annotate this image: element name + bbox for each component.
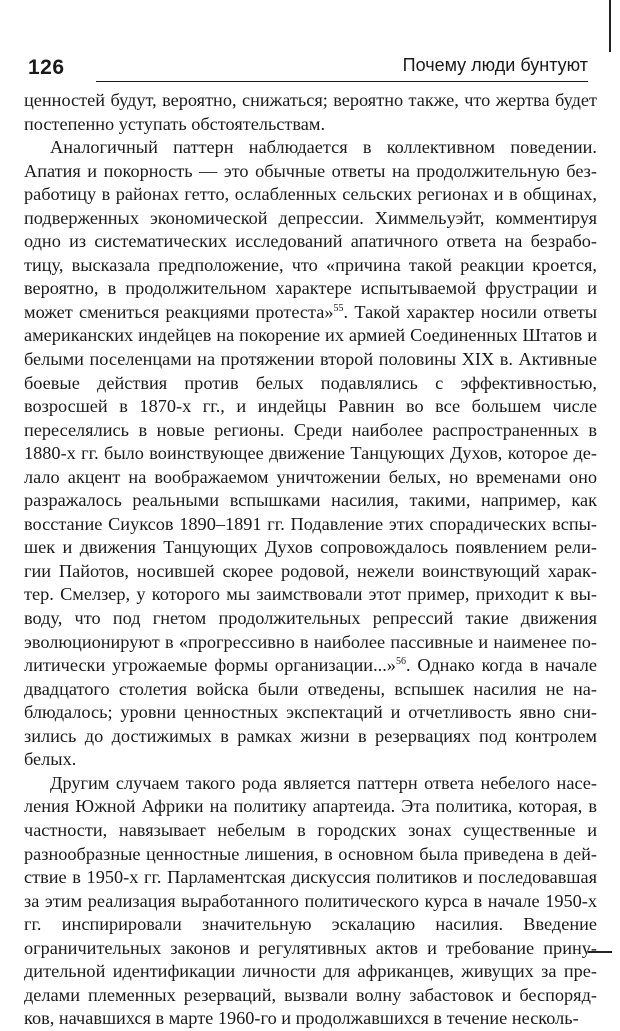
paragraph-text: . Такой характер носили ответы американских индейцев на покорение их армией Соединенных Штатов и белыми поселенцами на протяжении второй половины XIX в. Активные боевые действия против белых подавлялись с эффективностью, возросшей в 1870-х гг., и индейцы Равнин во все большем числе переселялись в новые регионы. Среди наиболее распространенных в 1880-х гг. было воинствующее движение Танцующих Духов, которое делало акцент на воображаемом уничтожении белых, но временами оно разражалось реальными вспышками насилия, такими, например, как восстание Сиуксов 1890–1891 гг. Подавление этих спорадических вспышек и движения Танцующих Духов сопровождалось появлением религии Пайотов, носившей скорее родовой, нежели воинствующий характер. Смелзер, у которого мы заимствовали этот пример, приходит к выводу, что под гнетом продолжительных репрессий такие движения эволюционируют в «прогрессивно в наиболее пассивные и наименее политически угрожаемые формы организации...»	[24, 301, 597, 676]
body-text	[24, 89, 597, 1031]
paragraph-text: Другим случаем такого рода является паттерн ответа небелого населения Южной Африки на политику апартеида. Эта политика, которая, в частности, навязывает небелым в городских зонах существенные и разнообразные ценностные лишения, в основном была приведена в действие в 1950-х гг. Парламентская дискуссия политиков и последовавшая за этим реализация выработанного политического курса в начале 1950-х гг. инспирировали значительную эскалацию насилия. Введение ограничительных законов и регулятивных актов и требование принудительной идентификации личности для африканцев, живущих за пределами племенных резерваций, вызвали волну забастовок и беспорядков, начавшихся в марте 1960-го и продолжавшихся в течение несколь-	[24, 772, 597, 1029]
footnote-ref-56: 56	[395, 656, 406, 668]
paragraph-collective-behavior	[24, 136, 597, 772]
paragraph-text: . Однако когда в начале двадцатого столетия войска были отведены, вспышек насилия не наблюдалось; уровни ценностных экспектаций и отчетливость явно снизились до достижимых в рамках жизни в резервациях под контролем белых.	[24, 655, 597, 770]
paragraph-text: ценностей будут, вероятно, снижаться; вероятно также, что жертва будет постепенно уступать обстоятельствам.	[24, 90, 597, 134]
paragraph-continuation	[24, 89, 597, 136]
page-edge-mark	[609, 0, 611, 52]
paragraph-south-africa	[24, 772, 597, 1031]
header-rule	[96, 81, 588, 82]
page-number: 126	[28, 56, 65, 79]
running-title: Почему люди бунтуют	[402, 55, 588, 75]
paragraph-text: Аналогичный паттерн наблюдается в коллективном поведении. Апатия и покорность — это обычные ответы на продолжительную безработицу в районах гетто, ослабленных сельских регионах и в общинах, подверженных экономической депрессии. Химмельуэйт, комментируя одно из систематических исследований апатичного ответа на безработицу, высказала предположение, что «причина такой реакции кроется, вероятно, в продолжительном характере испытываемой фрустрации и может смениться реакциями протеста»	[24, 137, 597, 322]
footnote-ref-55: 55	[333, 302, 344, 314]
